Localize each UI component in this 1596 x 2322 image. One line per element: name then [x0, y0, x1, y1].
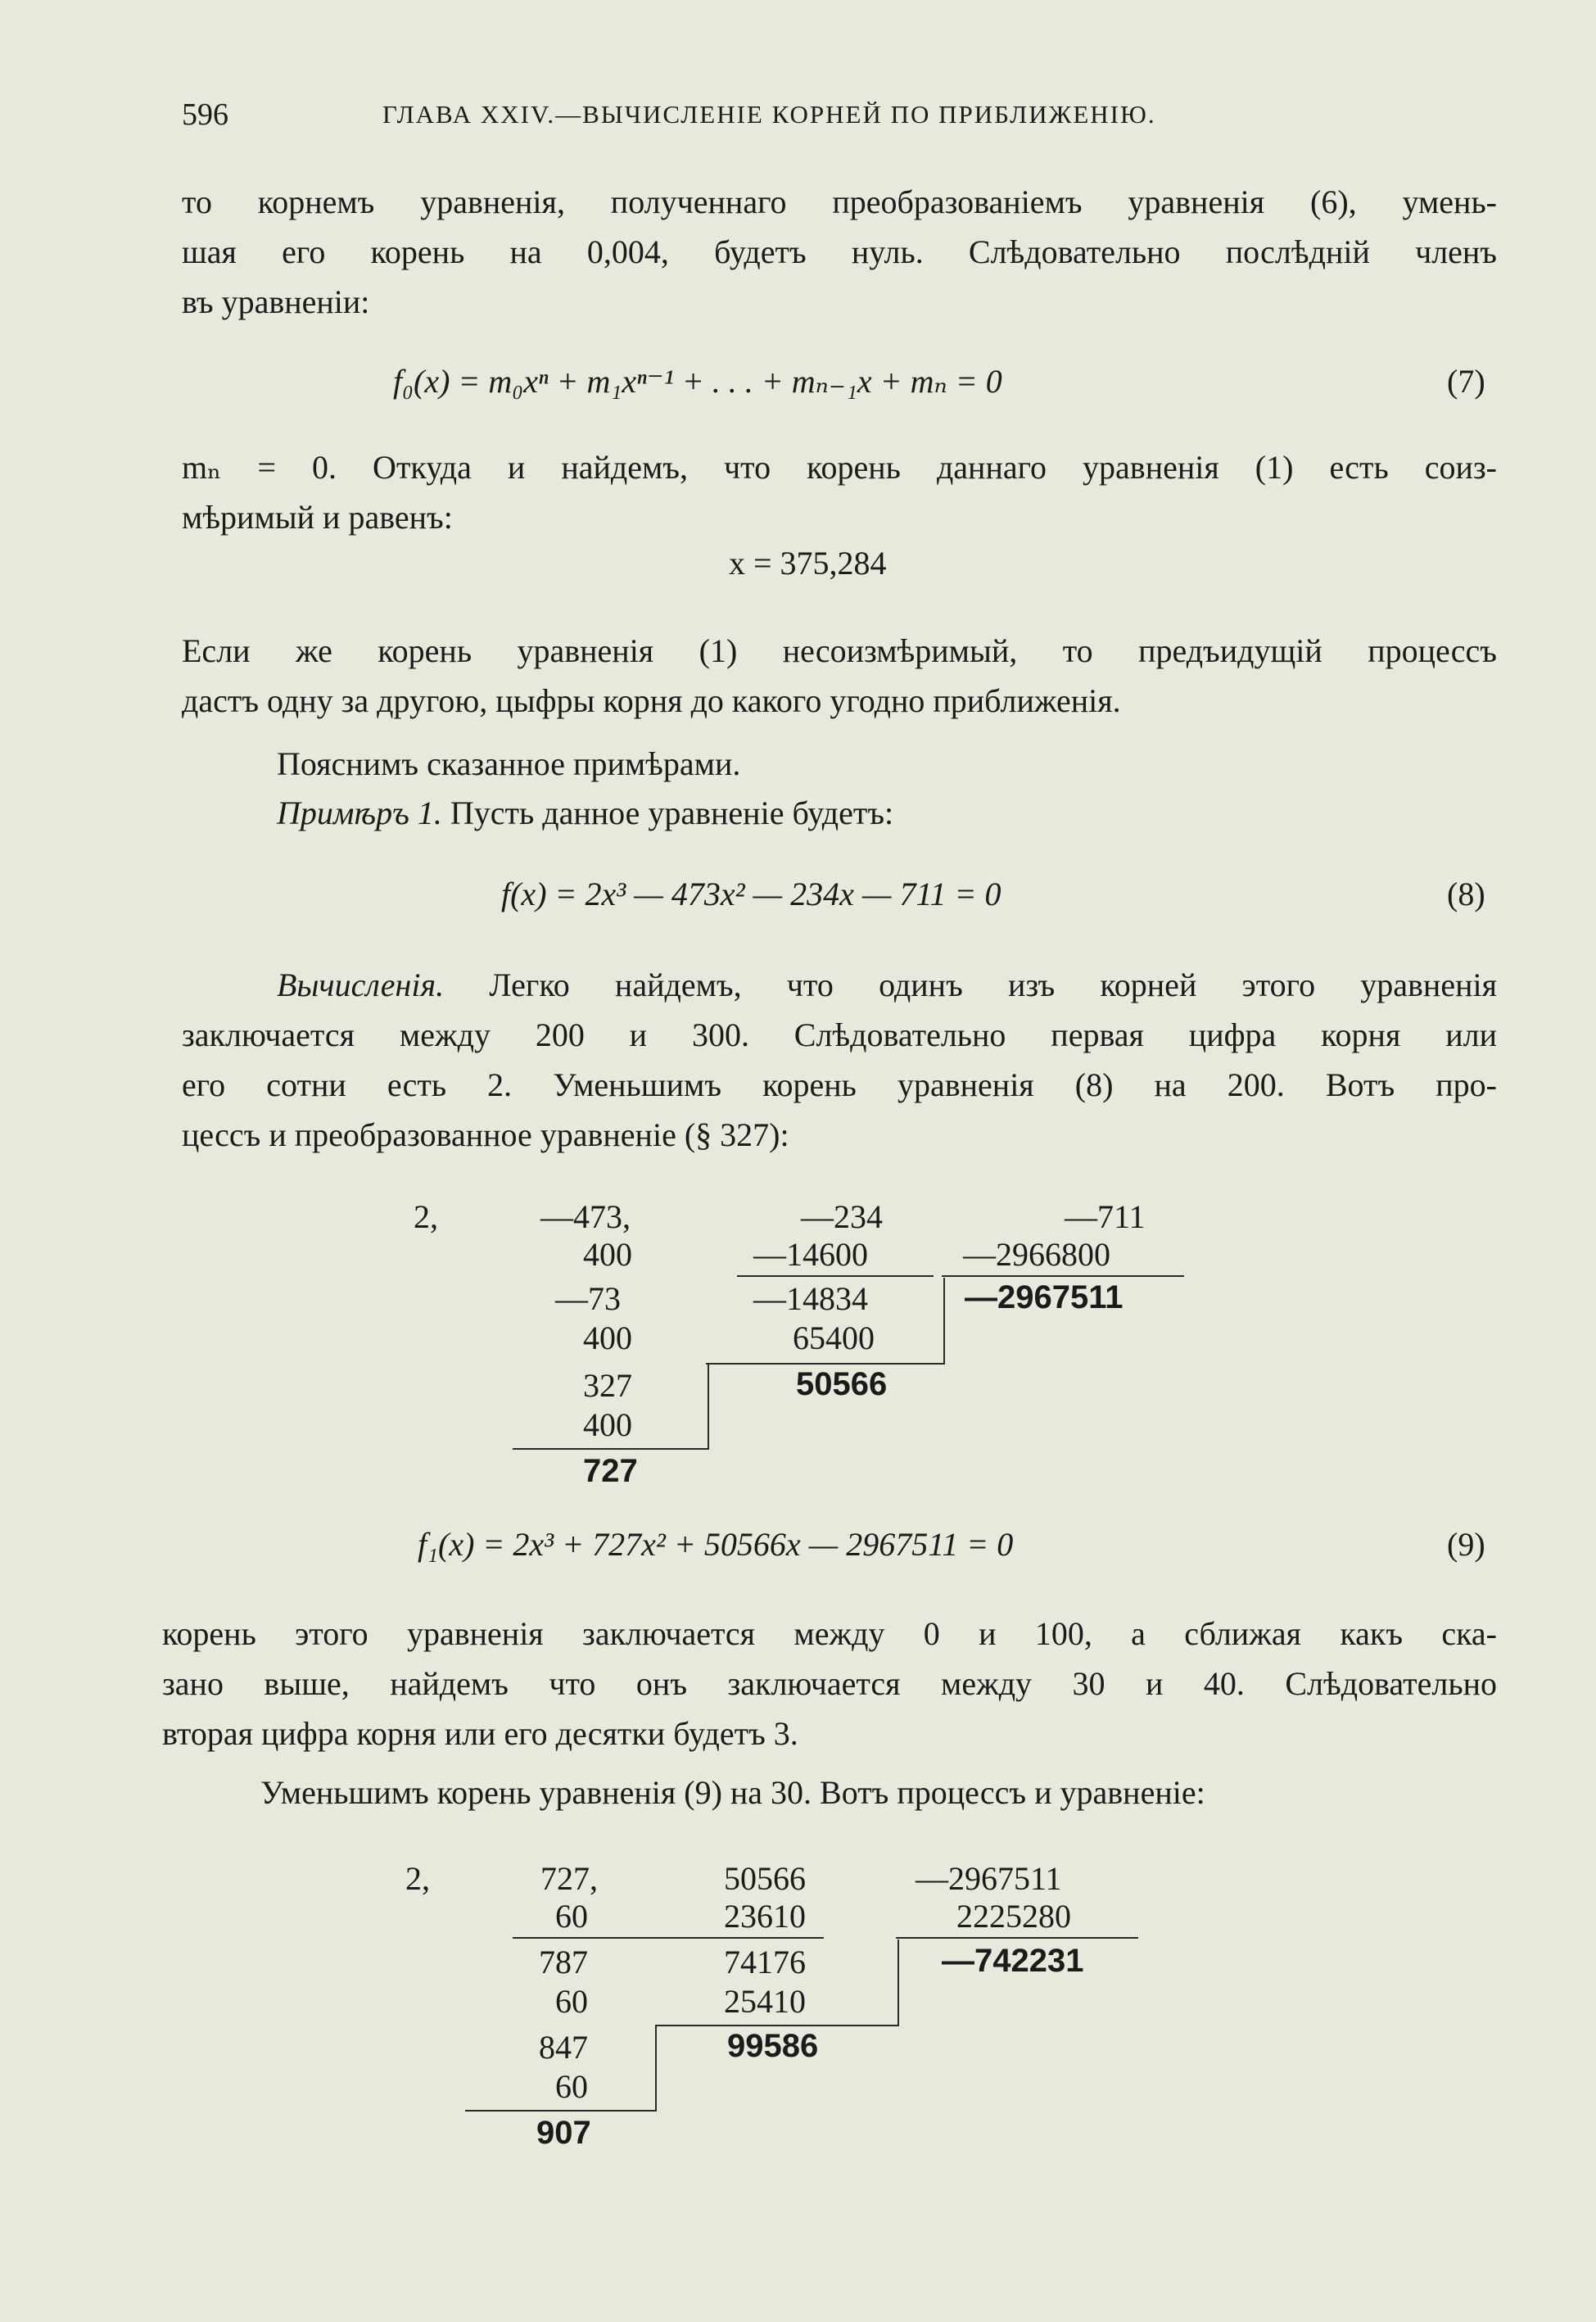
scheme-cell: 60	[555, 1898, 588, 1935]
scheme-cell: —711	[1065, 1198, 1146, 1235]
scheme-rule	[943, 1278, 945, 1363]
scheme-cell: 327	[583, 1367, 632, 1404]
equation-number-9: (9)	[1447, 1526, 1485, 1563]
scheme-cell: 25410	[724, 1983, 806, 2020]
text-line: корень этого уравненія заключается между 0 и 100, а сближая какъ ска-	[162, 1615, 1497, 1652]
scheme-cell: —73	[555, 1280, 621, 1317]
scheme-cell: 23610	[724, 1898, 806, 1935]
page-number: 596	[182, 97, 228, 132]
text-line: Если же корень уравненія (1) несоизмѣримый, то предъидущій процессъ	[182, 632, 1497, 669]
text-line: его сотни есть 2. Уменьшимъ корень уравненія (8) на 200. Вотъ про-	[182, 1066, 1497, 1103]
equation-number-7: (7)	[1447, 363, 1485, 400]
scheme-cell: —14834	[753, 1280, 868, 1317]
scheme-rule	[737, 1275, 934, 1277]
scheme-cell: 74176	[724, 1944, 806, 1980]
equation-number-8: (8)	[1447, 876, 1485, 912]
text-line: шая его корень на 0,004, будетъ нуль. Слѣдовательно послѣдній членъ	[182, 233, 1497, 270]
scheme-cell: —234	[801, 1198, 883, 1235]
scheme-rule	[513, 1448, 709, 1450]
text-line: Легко найдемъ, что одинъ изъ корней этого уравненія	[489, 966, 1497, 1003]
text-line: mₙ = 0. Откуда и найдемъ, что корень даннаго уравненія (1) есть соиз-	[182, 449, 1497, 486]
scheme-rule	[655, 2025, 899, 2026]
calc-label: Вычисленія.	[277, 966, 445, 1003]
example-line	[277, 788, 893, 838]
text-line: зано выше, найдемъ что онъ заключается между 30 и 40. Слѣдовательно	[162, 1665, 1497, 1702]
scheme-result: 907	[536, 2115, 591, 2151]
equation-9: f₁(x) = 2x³ + 727x² + 50566x — 2967511 = 0	[418, 1526, 1014, 1563]
scheme-cell: —14600	[753, 1236, 868, 1273]
text-line: Уменьшимъ корень уравненія (9) на 30. Вотъ процессъ и уравненіе:	[260, 1774, 1205, 1811]
scheme-rule	[706, 1363, 945, 1365]
scheme-cell: 400	[583, 1406, 632, 1443]
scheme-cell: 847	[539, 2029, 588, 2066]
scheme-rule	[513, 1937, 824, 1939]
scheme-cell: 727,	[540, 1860, 598, 1897]
scheme-result: —2967511	[965, 1279, 1124, 1315]
running-head: ГЛАВА XXIV.—ВЫЧИСЛЕНІЕ КОРНЕЙ ПО ПРИБЛИЖЕНІЮ.	[382, 100, 1156, 129]
scheme-cell: 60	[555, 2068, 588, 2105]
scheme-cell: —2966800	[963, 1236, 1110, 1273]
scheme-result: —742231	[942, 1943, 1084, 1979]
scheme-rule	[465, 2110, 657, 2112]
scheme-rule	[708, 1365, 709, 1448]
multiplier: 2,	[405, 1860, 430, 1897]
paragraph-2	[182, 442, 1497, 542]
scheme-rule	[655, 2026, 657, 2110]
paragraph-7	[260, 1768, 1205, 1817]
scheme-rule	[897, 1940, 899, 2025]
text-line: то корнемъ уравненія, полученнаго преобразованіемъ уравненія (6), умень-	[182, 183, 1497, 220]
paragraph-4	[277, 739, 740, 789]
equation-8: f(x) = 2x³ — 473x² — 234x — 711 = 0	[501, 876, 1001, 912]
paragraph-5	[182, 960, 1497, 1160]
text-line: вторая цифра корня или его десятки будетъ 3.	[162, 1715, 798, 1752]
scheme-cell: 2225280	[956, 1898, 1071, 1935]
example-text: Пусть данное уравненіе будетъ:	[450, 794, 894, 831]
scheme-cell: 400	[583, 1319, 632, 1356]
scheme-result: 99586	[727, 2028, 819, 2064]
scheme-result: 50566	[796, 1366, 888, 1402]
text-line: дастъ одну за другою, цыфры корня до какого угодно приближенія.	[182, 682, 1121, 719]
scheme-cell: 400	[583, 1236, 632, 1273]
scheme-rule	[942, 1275, 1184, 1277]
page-header	[182, 97, 1271, 138]
scheme-result: 727	[583, 1453, 638, 1489]
scheme-cell: —473,	[540, 1198, 631, 1235]
text-line: мѣримый и равенъ:	[182, 499, 453, 536]
text-line: Пояснимъ сказанное примѣрами.	[277, 745, 741, 782]
paragraph-6	[162, 1609, 1497, 1758]
equation-7: f₀(x) = m₀xⁿ + m₁xⁿ⁻¹ + . . . + mₙ₋₁x + mₙ = 0	[393, 363, 1002, 400]
scheme-cell: 787	[539, 1944, 588, 1980]
multiplier: 2,	[414, 1198, 438, 1235]
scheme-rule	[896, 1937, 1138, 1939]
text-line: въ уравненіи:	[182, 283, 370, 320]
scheme-cell: 50566	[724, 1860, 806, 1897]
scheme-cell: 65400	[793, 1319, 875, 1356]
text-line: цессъ и преобразованное уравненіе (§ 327):	[182, 1116, 789, 1153]
paragraph-1	[182, 177, 1497, 327]
example-label: Примѣръ 1.	[277, 794, 442, 831]
root-equation: x = 375,284	[729, 545, 887, 582]
paragraph-3	[182, 626, 1497, 726]
scheme-cell: 60	[555, 1983, 588, 2020]
text-line: заключается между 200 и 300. Слѣдовательно первая цифра корня или	[182, 1016, 1497, 1053]
scheme-cell: —2967511	[916, 1860, 1062, 1897]
